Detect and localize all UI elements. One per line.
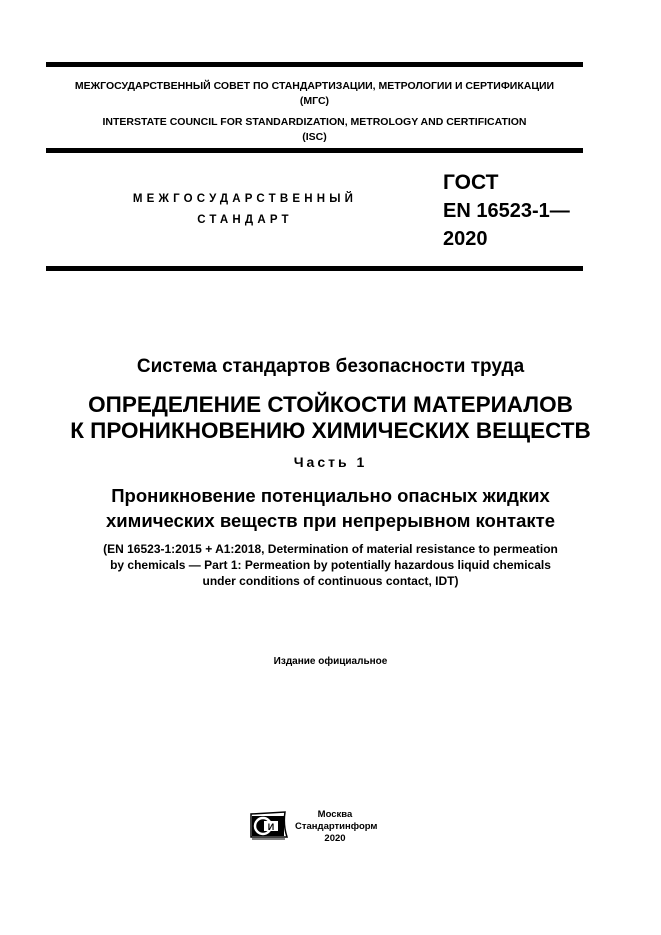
official-edition: Издание официальное <box>273 656 388 667</box>
subtitle-line1: Проникновение потенциально опасных жидких <box>111 485 550 506</box>
council-en: INTERSTATE COUNCIL FOR STANDARDIZATION, METROLOGY AND CERTIFICATION <box>102 116 527 128</box>
main-title-line1: ОПРЕДЕЛЕНИЕ СТОЙКОСТИ МАТЕРИАЛОВ <box>88 392 573 417</box>
top-rule <box>46 62 583 67</box>
standartinform-logo-icon <box>249 809 291 841</box>
en-reference <box>0 541 661 589</box>
series-title: Система стандартов безопасности труда <box>136 356 525 377</box>
standard-year: 2020 <box>443 228 488 250</box>
label-line2: СТАНДАРТ <box>197 214 293 226</box>
standard-number: EN 16523-1— <box>443 200 570 222</box>
en-reference-line2: by chemicals — Part 1: Permeation by potentially hazardous liquid chemicals <box>110 558 551 572</box>
council-ru: МЕЖГОСУДАРСТВЕННЫЙ СОВЕТ ПО СТАНДАРТИЗАЦИИ, МЕТРОЛОГИИ И СЕРТИФИКАЦИИ <box>74 80 555 92</box>
council-ru-abbr: (МГС) <box>299 95 330 107</box>
publisher-name: Стандартинформ <box>295 821 378 832</box>
subtitle-line2: химических веществ при непрерывном контакте <box>106 510 555 531</box>
svg-text:И: И <box>267 822 275 832</box>
en-reference-line3: under conditions of continuous contact, IDT) <box>202 574 459 588</box>
subtitle <box>0 483 661 533</box>
standard-designation <box>443 170 570 252</box>
main-title-line2: К ПРОНИКНОВЕНИЮ ХИМИЧЕСКИХ ВЕЩЕСТВ <box>70 418 591 443</box>
council-header <box>46 79 583 145</box>
council-en-abbr: (ISC) <box>302 131 327 143</box>
gost-label: ГОСТ <box>443 171 499 194</box>
part-label: Часть 1 <box>293 454 368 470</box>
publisher-year: 2020 <box>324 833 346 844</box>
en-reference-line1: (EN 16523-1:2015 + A1:2018, Determination of material resistance to permeation <box>103 542 558 556</box>
lower-rule <box>46 266 583 271</box>
publisher-block <box>295 809 378 845</box>
interstate-standard-label <box>110 189 380 231</box>
main-title <box>0 392 661 444</box>
label-line1: МЕЖГОСУДАРСТВЕННЫЙ <box>132 193 358 205</box>
mid-rule <box>46 148 583 153</box>
publisher-city: Москва <box>317 809 353 820</box>
